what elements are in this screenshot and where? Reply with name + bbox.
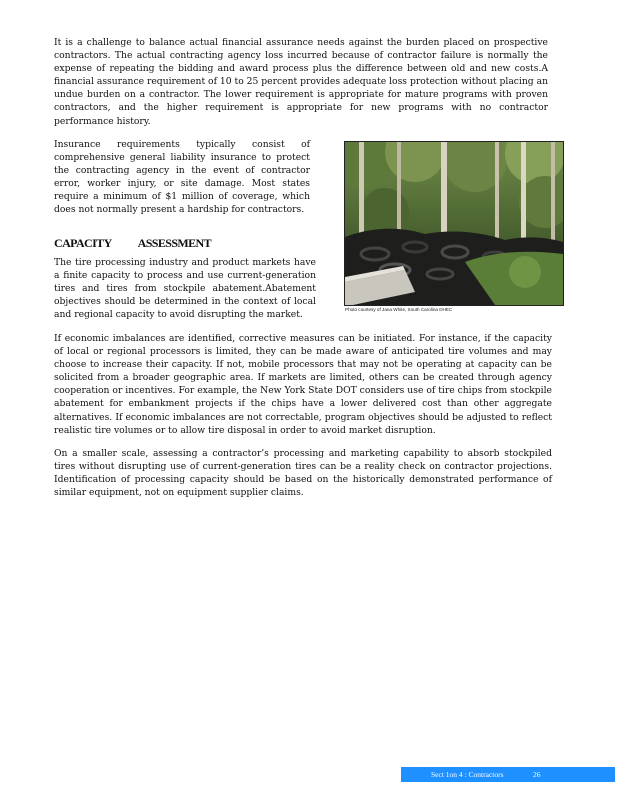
heading-word-assessment: ASSESSMENT [137, 236, 212, 250]
paragraph-smaller-scale: On a smaller scale, assessing a contractor’s processing and marketing capability to absorb stockpiled tires without disrupting use of current-generation tires can be a reality check on contractor projections. Identification of processing capacity should be based on the historically demonstrated performance of similar equipment, not on equipment supplier claims. [54, 448, 552, 499]
photo-caption: Photo courtesy of Jana White, South Carolina DHEC [345, 307, 453, 312]
heading-word-capacity: CAPACITY [54, 236, 112, 250]
footer-section-title: Sect 1on 4 : Contractors [431, 770, 504, 779]
paragraph-capacity: The tire processing industry and product markets have a finite capacity to process and use current-generation tires and tires from stockpile abatement.Abatement objectives should be determined in the context of local and regional capacity to avoid disrupting the market. [54, 257, 316, 321]
footer-bar [401, 767, 615, 782]
tire-stockpile-photo [344, 141, 564, 306]
paragraph-economic-imbalances: If economic imbalances are identified, corrective measures can be initiated. For instance, if the capacity of local or regional processors is limited, they can be made aware of anticipated tire volumes and may choose to increase their capacity. If not, mobile processors that may not be operating at capacity can be solicited from a broader geographic area. If markets are limited, others can be created through agency cooperation or incentives. For example, the New York State DOT considers use of tire chips from stockpile abatement for embankment projects if the chips have a lower delivered cost than other aggregate alternatives. If economic imbalances are not correctable, program objectives should be adjusted to reflect realistic tire volumes or to allow tire disposal in order to avoid market disruption. [54, 333, 552, 436]
section-heading [54, 236, 211, 251]
paragraph-insurance: Insurance requirements typically consist of comprehensive general liability insurance to protect the contracting agency in the event of contractor error, worker injury, or site damage. Most states require a minimum of $1 million of coverage, which does not normally present a hardship for contractors. [54, 139, 310, 216]
page-number: 26 [533, 770, 541, 779]
paragraph-financial-assurance: It is a challenge to balance actual financial assurance needs against the burden placed on prospective contractors. The actual contracting agency loss incurred because of contractor failure is normally the expense of repeating the bidding and award process plus the difference between old and new costs.A financial assurance requirement of 10 to 25 percent provides adequate loss protection without placing an undue burden on a contractor. The lower requirement is appropriate for mature programs with proven contractors, and the higher requirement is appropriate for new programs with no contractor performance history. [54, 37, 548, 127]
